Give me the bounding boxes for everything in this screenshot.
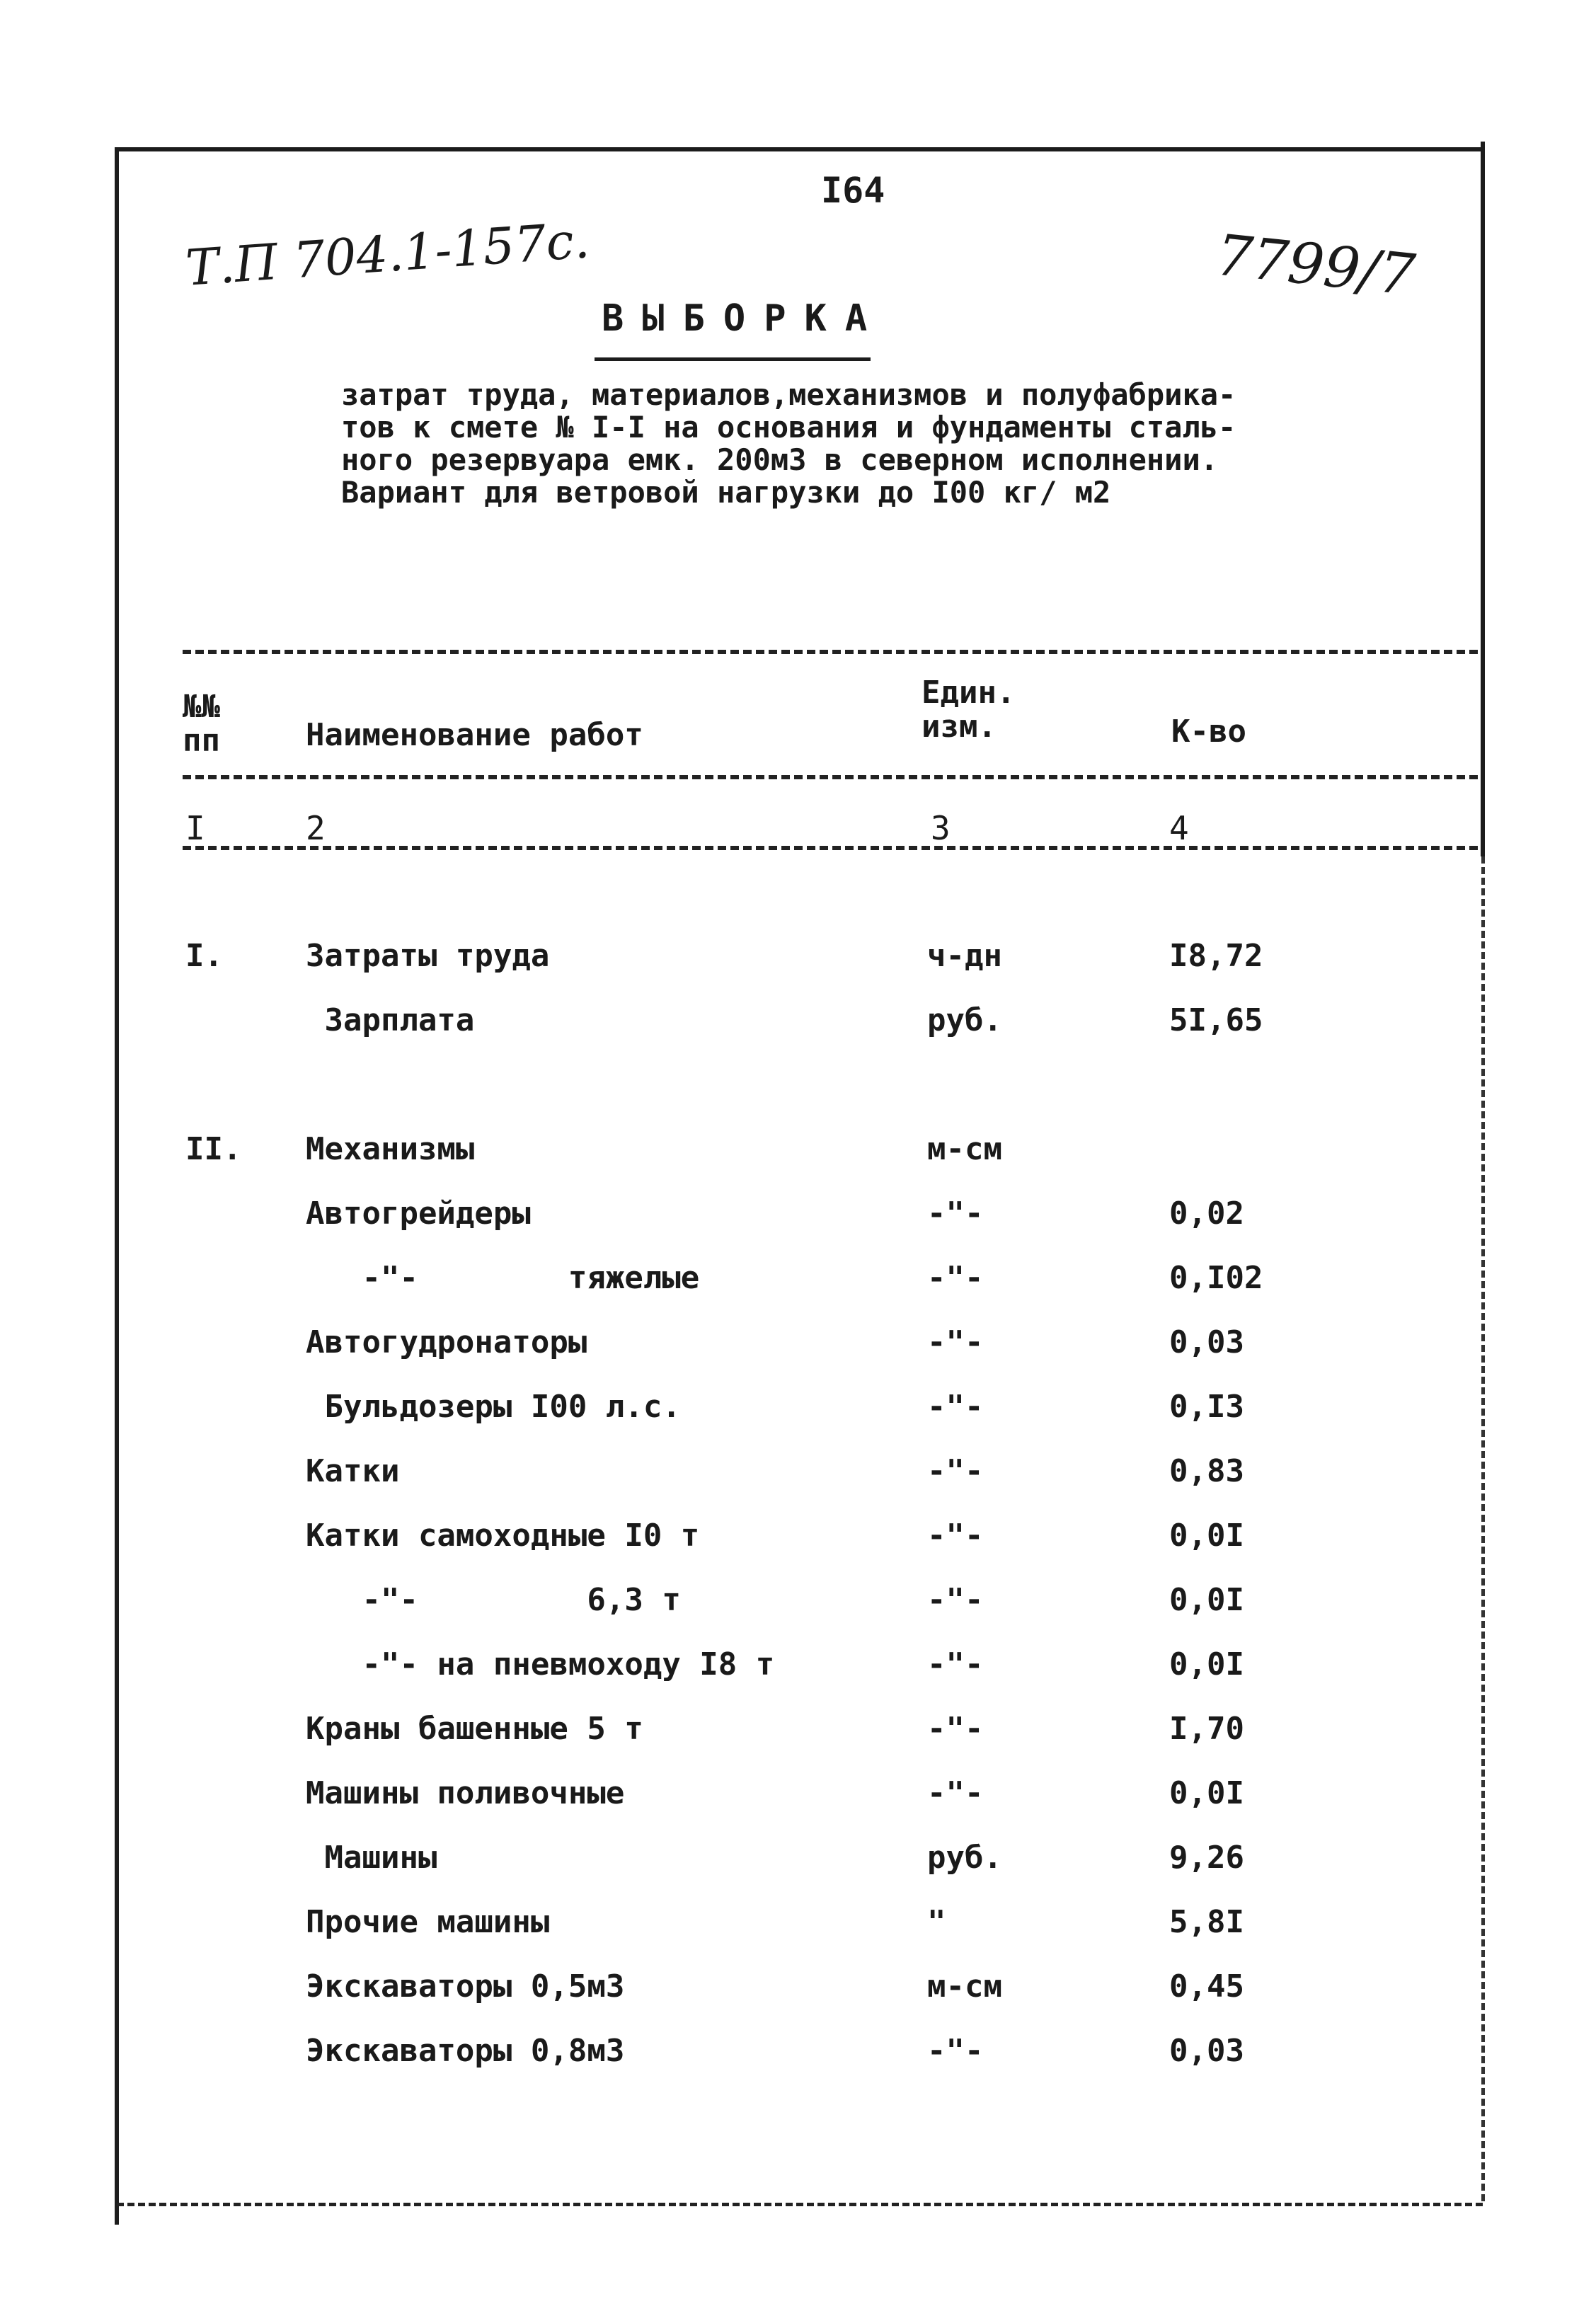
row-unit: -"- [927, 1518, 984, 1554]
row-name: Зарплата [306, 1002, 475, 1038]
table-row [0, 1518, 1596, 1582]
row-unit: -"- [927, 1711, 984, 1747]
row-name: -"- на пневмоходу I8 т [306, 1646, 775, 1682]
row-unit: -"- [927, 2033, 984, 2069]
header-col-unit: Един. изм. [922, 675, 1016, 745]
row-unit: м-см [927, 1968, 1002, 2005]
row-name: Катки [306, 1453, 400, 1489]
row-number: II. [185, 1131, 242, 1167]
row-unit: -"- [927, 1389, 984, 1425]
row-quantity: I8,72 [1169, 938, 1263, 974]
table-row [0, 1389, 1596, 1453]
row-unit: -"- [927, 1453, 984, 1489]
row-unit: -"- [927, 1260, 984, 1296]
row-quantity: 0,03 [1169, 2033, 1244, 2069]
row-unit: -"- [927, 1195, 984, 1232]
row-unit: -"- [927, 1324, 984, 1360]
title-underline [595, 357, 871, 361]
table-header-top-rule [183, 650, 1478, 654]
table-row [0, 1646, 1596, 1711]
row-quantity: 0,03 [1169, 1324, 1244, 1360]
header-col-name: Наименование работ [306, 717, 643, 753]
row-unit: м-см [927, 1131, 1002, 1167]
row-name: Краны башенные 5 т [306, 1711, 643, 1747]
table-header-bottom-rule [183, 775, 1478, 779]
row-quantity: 0,02 [1169, 1195, 1244, 1232]
row-unit: руб. [927, 1840, 1002, 1876]
row-quantity: I,70 [1169, 1711, 1244, 1747]
table-row [0, 1453, 1596, 1518]
row-name: Механизмы [306, 1131, 475, 1167]
table-body [0, 938, 1596, 2097]
table-row [0, 1968, 1596, 2033]
row-name: Машины [306, 1840, 437, 1876]
table-row [0, 1195, 1596, 1260]
row-name: Экскаваторы 0,5м3 [306, 1968, 625, 2005]
row-quantity: 0,83 [1169, 1453, 1244, 1489]
row-unit: -"- [927, 1582, 984, 1618]
table-row [0, 1582, 1596, 1646]
column-number-4: 4 [1169, 809, 1189, 847]
row-unit: ч-дн [927, 938, 1002, 974]
row-name: Прочие машины [306, 1904, 550, 1940]
row-quantity: 9,26 [1169, 1840, 1244, 1876]
table-row [0, 1131, 1596, 1195]
row-number: I. [185, 938, 223, 974]
header-col-number: №№ пп [183, 689, 220, 759]
row-quantity: 5,8I [1169, 1904, 1244, 1940]
row-name: Автогрейдеры [306, 1195, 531, 1232]
row-quantity: 5I,65 [1169, 1002, 1263, 1038]
archive-code: Т.П 704.1-157с. [183, 211, 592, 297]
table-row [0, 1260, 1596, 1324]
row-name: Экскаваторы 0,8м3 [306, 2033, 625, 2069]
column-number-2: 2 [306, 809, 326, 847]
row-name: -"- 6,3 т [306, 1582, 681, 1618]
table-row [0, 1002, 1596, 1067]
row-name: Затраты труда [306, 938, 550, 974]
document-subtitle: затрат труда, материалов,механизмов и полуфабрика- тов к смете № I-I на основания и фундаменты сталь- ного резервуара емк. 200м3 в северном исполнении. Вариант для ветровой нагрузки до I00 кг/ м2 [341, 377, 1236, 510]
row-name: Катки самоходные I0 т [306, 1518, 700, 1554]
header-col-quantity: К-во [1171, 713, 1246, 750]
row-unit: -"- [927, 1775, 984, 1811]
table-row [0, 2033, 1596, 2097]
column-number-1: I [185, 809, 205, 847]
row-unit: " [927, 1904, 946, 1940]
sheet-code: 7799/7 [1212, 222, 1418, 309]
row-name: Машины поливочные [306, 1775, 625, 1811]
row-name: Бульдозеры I00 л.с. [306, 1389, 681, 1425]
page-number: I64 [821, 170, 885, 211]
column-number-3: 3 [931, 809, 951, 847]
row-name: -"- тяжелые [306, 1260, 700, 1296]
frame-bottom-border [117, 2203, 1483, 2206]
document-title: ВЫБОРКА [602, 297, 886, 340]
row-quantity: 0,0I [1169, 1646, 1244, 1682]
row-quantity: 0,0I [1169, 1518, 1244, 1554]
table-row [0, 1904, 1596, 1968]
row-quantity: 0,0I [1169, 1582, 1244, 1618]
frame-right-border [1481, 142, 1485, 856]
table-row [0, 938, 1596, 1002]
row-unit: руб. [927, 1002, 1002, 1038]
row-quantity: 0,I02 [1169, 1260, 1263, 1296]
frame-top-border [115, 147, 1485, 151]
row-unit: -"- [927, 1646, 984, 1682]
row-quantity: 0,I3 [1169, 1389, 1244, 1425]
table-row [0, 1840, 1596, 1904]
row-quantity: 0,0I [1169, 1775, 1244, 1811]
table-row [0, 1067, 1596, 1131]
row-name: Автогудронаторы [306, 1324, 587, 1360]
row-quantity: 0,45 [1169, 1968, 1244, 2005]
column-numbers-rule [183, 846, 1478, 850]
table-row [0, 1775, 1596, 1840]
table-row [0, 1711, 1596, 1775]
table-row [0, 1324, 1596, 1389]
